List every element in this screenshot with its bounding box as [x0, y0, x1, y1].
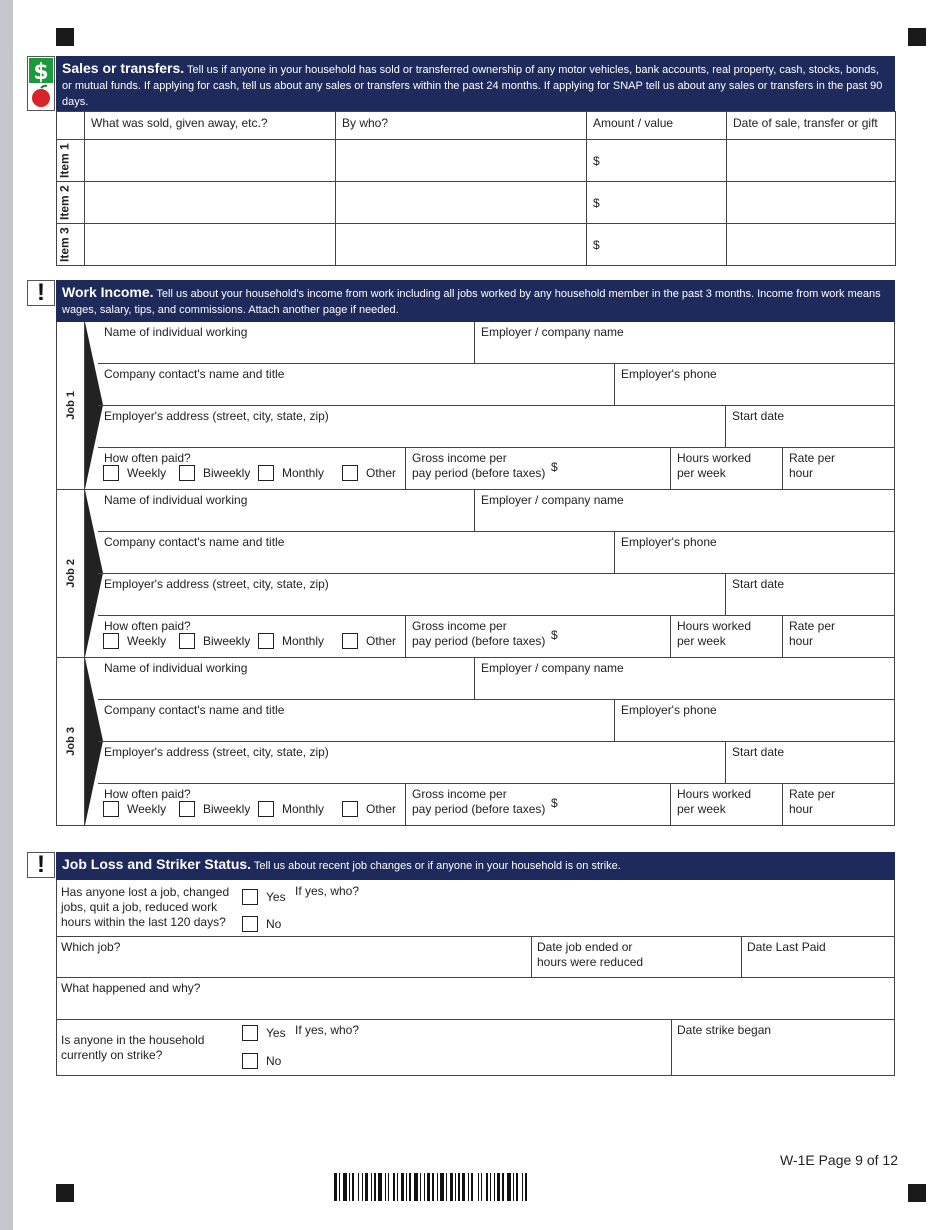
what-sold-input[interactable]: [85, 182, 336, 224]
checkbox[interactable]: [179, 465, 195, 481]
gross-income-field[interactable]: Gross income per pay period (before taxes) $: [406, 616, 671, 657]
rate-per-hour-field[interactable]: Rate per hour: [789, 787, 836, 816]
date-last-paid-field[interactable]: Date Last Paid: [747, 940, 826, 954]
table-row: [57, 140, 896, 182]
contact-field[interactable]: Company contact's name and title: [98, 700, 615, 742]
col-what-sold: What was sold, given away, etc.?: [85, 112, 336, 140]
checkbox[interactable]: [342, 801, 358, 817]
date-input[interactable]: [727, 140, 896, 182]
checkbox[interactable]: [242, 916, 258, 932]
job-block: [56, 658, 895, 826]
job-label: Job 2: [65, 559, 77, 588]
name-field[interactable]: Name of individual working: [98, 658, 475, 700]
dollar-icon: [28, 57, 54, 110]
checkbox[interactable]: [179, 801, 195, 817]
employer-field[interactable]: Employer / company name: [475, 322, 894, 364]
registration-mark-bottom-right: [908, 1184, 926, 1202]
table-row: [57, 224, 896, 266]
registration-mark-bottom-left: [56, 1184, 74, 1202]
name-field[interactable]: Name of individual working: [98, 322, 475, 364]
work-title: Work Income.: [62, 284, 154, 300]
date-strike-field[interactable]: Date strike began: [677, 1023, 772, 1037]
start-date-field[interactable]: Start date: [726, 406, 894, 448]
item-label: Item 2: [57, 182, 85, 224]
contact-field[interactable]: Company contact's name and title: [98, 364, 615, 406]
job-loss-section: [56, 852, 895, 1076]
gross-income-field[interactable]: Gross income per pay period (before taxes) $: [406, 784, 671, 825]
strike-no[interactable]: No: [242, 1053, 281, 1069]
page-edge-strip: [0, 0, 13, 1230]
start-date-field[interactable]: Start date: [726, 574, 894, 616]
page-number: W-1E Page 9 of 12: [779, 1152, 898, 1168]
checkbox[interactable]: [258, 801, 274, 817]
job-loss-description: Tell us about recent job changes or if anyone in your household is on strike.: [253, 860, 621, 872]
freq-other[interactable]: Other: [342, 633, 396, 649]
hours-worked-field[interactable]: Hours worked per week: [671, 784, 783, 825]
table-row: [57, 182, 896, 224]
item-label: Item 3: [57, 224, 85, 266]
strike-yes[interactable]: Yes: [242, 1025, 286, 1041]
work-header: [56, 280, 895, 322]
strike-question: Is anyone in the household currently on strike?: [61, 1033, 205, 1062]
col-amount: Amount / value: [587, 112, 727, 140]
freq-monthly[interactable]: Monthly: [258, 465, 324, 481]
freq-monthly[interactable]: Monthly: [258, 633, 324, 649]
sales-title: Sales or transfers.: [62, 60, 185, 76]
freq-other[interactable]: Other: [342, 465, 396, 481]
checkbox[interactable]: [258, 633, 274, 649]
sales-table-header: [57, 112, 896, 140]
currency-symbol: $: [551, 628, 558, 642]
checkbox[interactable]: [258, 465, 274, 481]
col-by-who: By who?: [336, 112, 587, 140]
registration-mark-top-right: [908, 28, 926, 46]
phone-field[interactable]: Employer's phone: [615, 700, 894, 742]
checkbox[interactable]: [103, 465, 119, 481]
work-description: Tell us about your household's income from work including all jobs worked by any household member in the past 3 months. Income from work means wages, salary, tips, and commissions. Attach another page if needed.: [62, 288, 881, 316]
date-job-ended-field[interactable]: Date job ended or hours were reduced: [537, 940, 644, 969]
what-sold-input[interactable]: [85, 224, 336, 266]
checkbox[interactable]: [342, 465, 358, 481]
barcode-icon: [334, 1173, 650, 1203]
checkbox[interactable]: [103, 801, 119, 817]
how-often-group: How often paid?: [98, 616, 406, 657]
address-field[interactable]: Employer's address (street, city, state, zip): [98, 406, 726, 448]
freq-weekly[interactable]: Weekly: [103, 633, 166, 649]
currency-symbol: $: [551, 796, 558, 810]
phone-field[interactable]: Employer's phone: [615, 364, 894, 406]
by-who-input[interactable]: [336, 182, 587, 224]
amount-input[interactable]: $: [587, 224, 727, 266]
how-often-group: How often paid?: [98, 784, 406, 825]
svg-text:$: $: [33, 60, 49, 85]
rate-per-hour-field[interactable]: Rate per hour: [789, 451, 836, 480]
start-date-field[interactable]: Start date: [726, 742, 894, 784]
item-label: Item 1: [57, 140, 85, 182]
name-field[interactable]: Name of individual working: [98, 490, 475, 532]
checkbox[interactable]: [179, 633, 195, 649]
address-field[interactable]: Employer's address (street, city, state, zip): [98, 742, 726, 784]
freq-biweekly[interactable]: Biweekly: [179, 801, 250, 817]
job-block: [56, 490, 895, 658]
freq-monthly[interactable]: Monthly: [258, 801, 324, 817]
registration-mark-top-left: [56, 28, 74, 46]
sales-section-icons: [27, 56, 55, 111]
sales-table: [56, 111, 896, 266]
employer-field[interactable]: Employer / company name: [475, 490, 894, 532]
freq-other[interactable]: Other: [342, 801, 396, 817]
date-input[interactable]: [727, 224, 896, 266]
date-input[interactable]: [727, 182, 896, 224]
lost-job-if-yes-label: If yes, who?: [295, 884, 360, 898]
lost-job-yes[interactable]: Yes: [242, 889, 286, 905]
amount-input[interactable]: $: [587, 182, 727, 224]
work-income-section: [56, 280, 895, 322]
apple-icon: [32, 86, 50, 107]
employer-field[interactable]: Employer / company name: [475, 658, 894, 700]
how-often-group: How often paid?: [98, 448, 406, 489]
by-who-input[interactable]: [336, 224, 587, 266]
amount-input[interactable]: $: [587, 140, 727, 182]
rate-per-hour-field[interactable]: Rate per hour: [789, 619, 836, 648]
gross-income-field[interactable]: Gross income per pay period (before taxes) $: [406, 448, 671, 489]
job-label: Job 3: [65, 727, 77, 756]
checkbox[interactable]: [342, 633, 358, 649]
checkbox[interactable]: [242, 1053, 258, 1069]
job-block: [56, 322, 895, 490]
hours-worked-field[interactable]: Hours worked per week: [671, 616, 783, 657]
contact-field[interactable]: Company contact's name and title: [98, 532, 615, 574]
checkbox[interactable]: [242, 889, 258, 905]
freq-weekly[interactable]: Weekly: [103, 465, 166, 481]
address-field[interactable]: Employer's address (street, city, state, zip): [98, 574, 726, 616]
job-label: Job 1: [65, 391, 77, 420]
phone-field[interactable]: Employer's phone: [615, 532, 894, 574]
by-who-input[interactable]: [336, 140, 587, 182]
which-job-field[interactable]: Which job?: [61, 940, 121, 954]
what-sold-input[interactable]: [85, 140, 336, 182]
freq-weekly[interactable]: Weekly: [103, 801, 166, 817]
lost-job-question: Has anyone lost a job, changed jobs, quit a job, reduced work hours within the last 120 days?: [61, 885, 230, 929]
strike-if-yes-label: If yes, who?: [295, 1023, 360, 1037]
lost-job-no[interactable]: No: [242, 916, 281, 932]
freq-biweekly[interactable]: Biweekly: [179, 633, 250, 649]
job-loss-header: [56, 852, 895, 880]
checkbox[interactable]: [103, 633, 119, 649]
checkbox[interactable]: [242, 1025, 258, 1041]
what-happened-field[interactable]: What happened and why?: [61, 981, 201, 995]
freq-biweekly[interactable]: Biweekly: [179, 465, 250, 481]
col-date: Date of sale, transfer or gift: [727, 112, 896, 140]
alert-icon: !: [27, 280, 55, 306]
alert-icon: !: [27, 852, 55, 878]
hours-worked-field[interactable]: Hours worked per week: [671, 448, 783, 489]
sales-header: [56, 56, 895, 111]
currency-symbol: $: [551, 460, 558, 474]
sales-section: [56, 56, 895, 266]
sales-description: Tell us if anyone in your household has sold or transferred ownership of any motor vehicles, bank accounts, real property, cash, stocks, bonds, or mutual funds. If applying for cash, tell us about any sales or transfers within the past 24 months. If applying for SNAP tell us about any sales or transfers in the past 90 days.: [62, 64, 883, 108]
job-loss-title: Job Loss and Striker Status.: [62, 856, 252, 872]
